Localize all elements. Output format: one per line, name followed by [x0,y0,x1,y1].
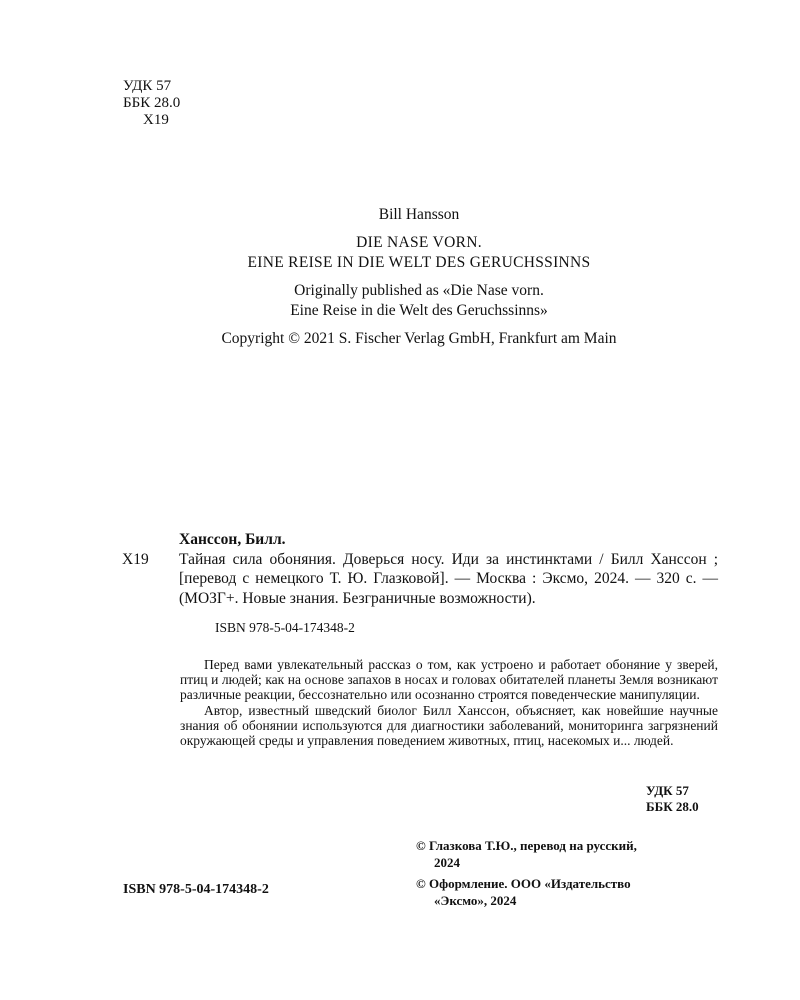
udk-code-right: УДК 57 [646,783,689,798]
top-classification-codes [123,78,180,129]
bbk-code-right: ББК 28.0 [646,799,699,814]
copyright-notices [416,837,721,909]
original-copyright: Copyright © 2021 S. Fischer Verlag GmbH, Frankfurt am Main [221,330,617,347]
design-copyright-line2: «Эксмо», 2024 [434,893,517,908]
originally-published-line2: Eine Reise in die Welt des Geruchssinns» [290,302,548,319]
udk-code: УДК 57 [123,78,172,94]
annotation [180,657,718,748]
catalog-mark: Х19 [122,550,149,568]
catalog-author-heading: Хансcон, Билл. [179,531,286,548]
bbk-code: ББК 28.0 [123,95,181,111]
original-edition-info [0,205,800,349]
annotation-paragraph-1: Перед вами увлекательный рассказ о том, как устроено и работает обоняние у зверей, птиц и людей; как на основе запахов в носах и головах обитателей планеты Земля возникают различные реакции, бессознательно или осознанно строятся поведенческие манипуляции. [180,657,718,703]
design-copyright-line1: © Оформление. ООО «Издательство [416,876,631,891]
translation-copyright-line1: © Глазкова Т.Ю., перевод на русский, [416,838,637,853]
catalog-description: Тайная сила обоняния. Доверься носу. Иди за инстинктами / Билл Хансcон ; [перевод с немецкого Т. Ю. Глазковой]. — Москва : Эксмо, 2024. — 320 с. — (МОЗГ+. Новые знания. Безграничные возможности). [179,550,718,607]
originally-published-line1: Originally published as «Die Nase vorn. [294,282,544,299]
original-title-line1: DIE NASE VORN. [356,234,482,251]
original-title-line2: EINE REISE IN DIE WELT DES GERUCHSSINNS [247,254,591,271]
bottom-isbn: ISBN 978-5-04-174348-2 [123,882,269,897]
catalog-card [122,530,718,638]
translation-copyright-line2: 2024 [434,855,460,870]
catalog-isbn: ISBN 978-5-04-174348-2 [215,620,355,635]
right-classification-codes [646,783,699,815]
author-mark: Х19 [143,112,169,128]
original-author: Bill Hansson [378,206,460,223]
annotation-paragraph-2: Автор, известный шведский биолог Билл Хансcон, объясняет, как новейшие научные знания об обонянии используются для диагностики заболеваний, мониторинга загрязнений окружающей среды и управления поведением животных, птиц, насекомых и... людей. [180,702,718,749]
